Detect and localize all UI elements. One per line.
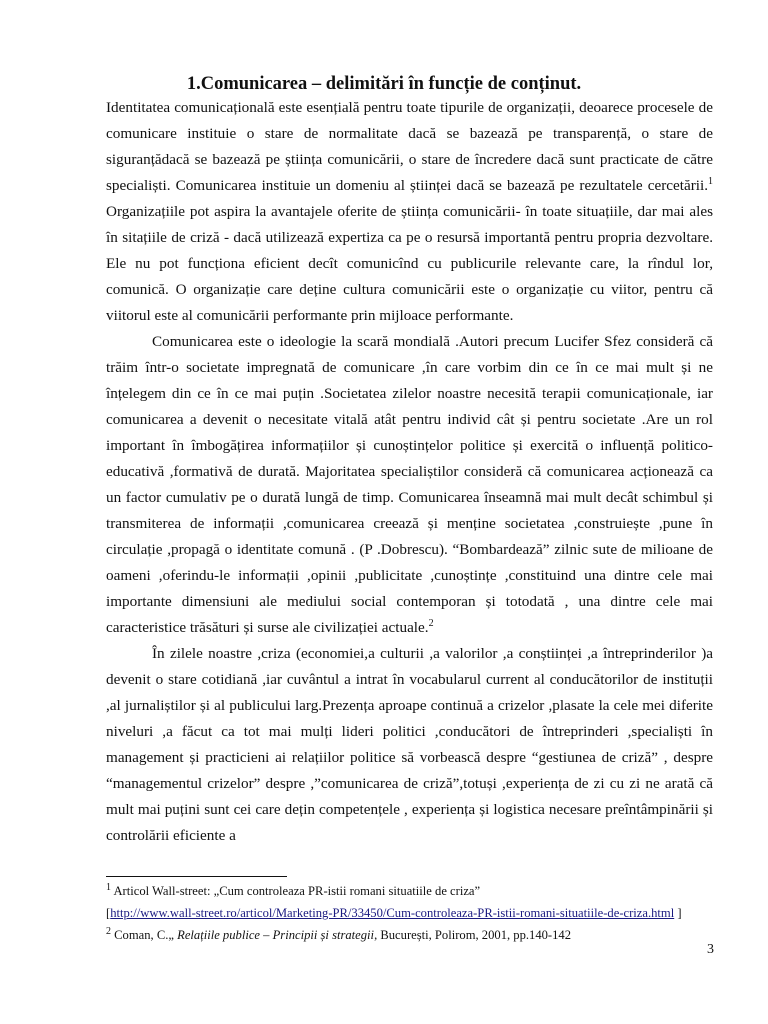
footnote-2-book-title: Relațiile publice – Principii și strategii (177, 928, 375, 942)
footnote-1-text: Articol Wall-street: „Cum controleaza PR-istii romani situatiile de criza” (111, 884, 481, 898)
document-body (106, 95, 713, 849)
footnote-1-bracket-open: [ (106, 906, 111, 920)
footnote-1-number: 1 (106, 881, 111, 893)
footnote-2-number: 2 (106, 925, 111, 937)
footnote-ref-1[interactable]: 1 (708, 175, 713, 187)
footnote-ref-2[interactable]: 2 (428, 617, 434, 629)
footnote-1-bracket-close: ] (674, 906, 682, 920)
paragraph-3 (106, 641, 713, 849)
paragraph-2 (106, 329, 713, 641)
footnote-2-author: Coman, C.„ (111, 928, 178, 942)
footnote-1-link-line (106, 902, 713, 924)
paragraph-1 (106, 95, 713, 329)
footnote-1-url-link[interactable]: http://www.wall-street.ro/articol/Marketing-PR/33450/Cum-controleaza-PR-istii-romani-situatiile-de-criza.html (110, 906, 675, 920)
footnote-1 (106, 880, 713, 902)
footnote-2 (106, 924, 713, 946)
footnote-separator (106, 876, 287, 877)
section-title: 1.Comunicarea – delimitări în funcție de conținut. (186, 74, 582, 94)
paragraph-1-text-a: Identitatea comunicațională este esențială pentru toate tipurile de organizații, deoarece procesele de comunicare instituie o stare de normalitate dacă se bazează pe transparență, o stare de siguranțădacă se bazează pe știința comunicării, o stare de încredere dacă sunt practicate de către specialiști. Comunicarea instituie un domeniu al științei dacă se bazează pe rezultatele cercetării. (106, 99, 713, 194)
paragraph-3-text: În zilele noastre ,criza (economiei,a culturii ,a valorilor ,a conștiinței ,a întreprinderilor )a devenit o stare cotidiană ,iar cuvântul a intrat în vocabularul current al conducătorilor de instituții ,al jurnaliștilor și al publicului larg.Prezența aproape continuă a crizelor ,plasate la cele mei diferite niveluri ,a făcut ca tot mai mulți lideri politici ,conducători de întreprinderi ,specialiști în management și practicieni ai relațiilor politice să vorbească despre “gestiunea de criză” , despre “managementul crizelor” despre ,”comunicarea de criză”,totuși ,experiența de zi cu zi ne arată că mult mai puțini sunt cei care dețin competențele , experiența și logistica necesare preîntâmpinării și controlării eficiente a (106, 645, 713, 844)
footnote-2-publication: , București, Polirom, 2001, pp.140-142 (374, 928, 572, 942)
page-number: 3 (707, 942, 714, 957)
paragraph-1-text-b: Organizațiile pot aspira la avantajele oferite de știința comunicării- în toate situațiile, dar mai ales în sitațiile de criză - dacă utilizează expertiza ca pe o resursă importantă pentru propria dezvoltare. Ele nu pot funcționa eficient decît comunicînd cu publicurile relevante care, la rîndul lor, comunică. O organizație care deține cultura comunicării este o organizație cu viitor, pentru că viitorul este al comunicării performante prin mijloace performante. (106, 203, 713, 324)
footnotes (106, 880, 713, 946)
paragraph-2-text: Comunicarea este o ideologie la scară mondială .Autori precum Lucifer Sfez consideră că trăim într-o societate impregnată de comunicare ,în care vorbim din ce în ce mai mult și ne înțelegem din ce în ce mai puțin .Societatea zilelor noastre necesită terapii comunicaționale, iar comunicarea a devenit o necesitate vitală atât pentru individ cât și pentru societate .Are un rol important în îmbogățirea informațiilor și cunoștințelor politice și exercită o influență politico-educativă ,formativă de durată. Majoritatea specialiștilor consideră că comunicarea acționează ca un factor cumulativ pe o durată lungă de timp. Comunicarea înseamnă mai mult decât schimbul și transmiterea de informații ,comunicarea creează și menține societatea ,construiește ,pune în circulație ,propagă o identitate comună . (P .Dobrescu). “Bombardează” zilnic sute de milioane de oameni ,oferindu-le informații ,opinii ,publicitate ,cunoștințe ,constituind una dintre cele mai importante dimensiuni ale mediului social contemporan și totodată , una dintre cele mai caracteristice trăsături și surse ale civilizației actuale. (106, 333, 713, 636)
